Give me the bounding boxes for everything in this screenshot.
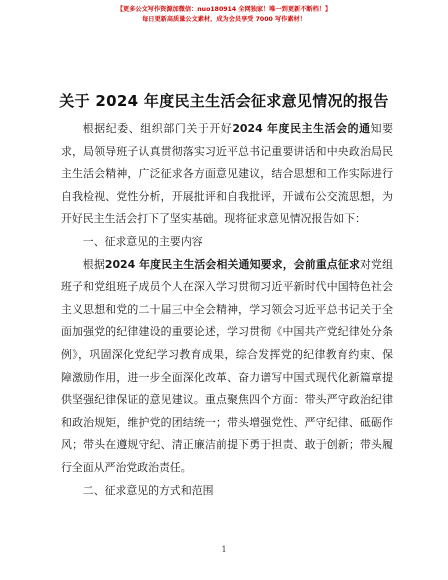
section-1-prefix: 根据 — [82, 257, 105, 271]
intro-prefix: 根据纪委、组织部门关于开好 — [82, 122, 233, 135]
section-1-paragraph — [61, 254, 393, 480]
intro-bold-text: 2024 年度民主生活会的通 — [232, 122, 371, 135]
section-1-heading: 一、征求意见的主要内容 — [82, 234, 203, 248]
section-2-heading: 二、征求意见的方式和范围 — [82, 483, 214, 497]
document-body — [61, 118, 393, 502]
promo-banner-line-1: 【更多公文写作资源加微信：nuo180914 全网独家！唯一到更新不断档！】 — [116, 6, 332, 13]
promo-banner-line-2: 每日更新高质量公文素材，成为会员享受 7000 写作素材！ — [142, 15, 306, 23]
promo-banner — [0, 5, 448, 24]
section-1-bold-text: 2024 年度民主生活会相关通知要求，会前重点征求 — [104, 257, 360, 271]
intro-rest: 知要求，局领导班子认真贯彻落实习近平总书记重要讲话和中央政治局民主生活会精神，广泛征求各方面意见建议，结合思想和工作实际进行自我检视、党性分析，开展批评和自我批评，开诚布公交流思想，为开好民主生活会打下了坚实基础。现将征求意见情况报告如下： — [61, 122, 393, 226]
intro-paragraph — [61, 118, 393, 231]
page-number: 1 — [221, 545, 227, 554]
document-title: 关于 2024 年度民主生活会征求意见情况的报告 — [59, 92, 389, 110]
section-1-rest: 对党组班子和党组班子成员个人在深入学习贯彻习近平新时代中国特色社会主义思想和党的二十届三中全会精神，学习领会习近平总书记关于全面加强党的纪律建设的重要论述，学习贯彻《中国共产党纪律处分条例》，巩固深化党纪学习教育成果，综合发挥党的纪律教育约束、保障激励作用，进一步全面深化改革、奋力谱写中国式现代化新篇章提供坚强纪律保证的意见建议。重点聚焦四个方面：带头严守政治纪律和政治规矩，维护党的团结统一；带头增强党性、严守纪律、砥砺作风；带头在遵规守纪、清正廉洁前提下勇于担责、敢于创新；带头履行全面从严治党政治责任。 — [61, 257, 393, 474]
